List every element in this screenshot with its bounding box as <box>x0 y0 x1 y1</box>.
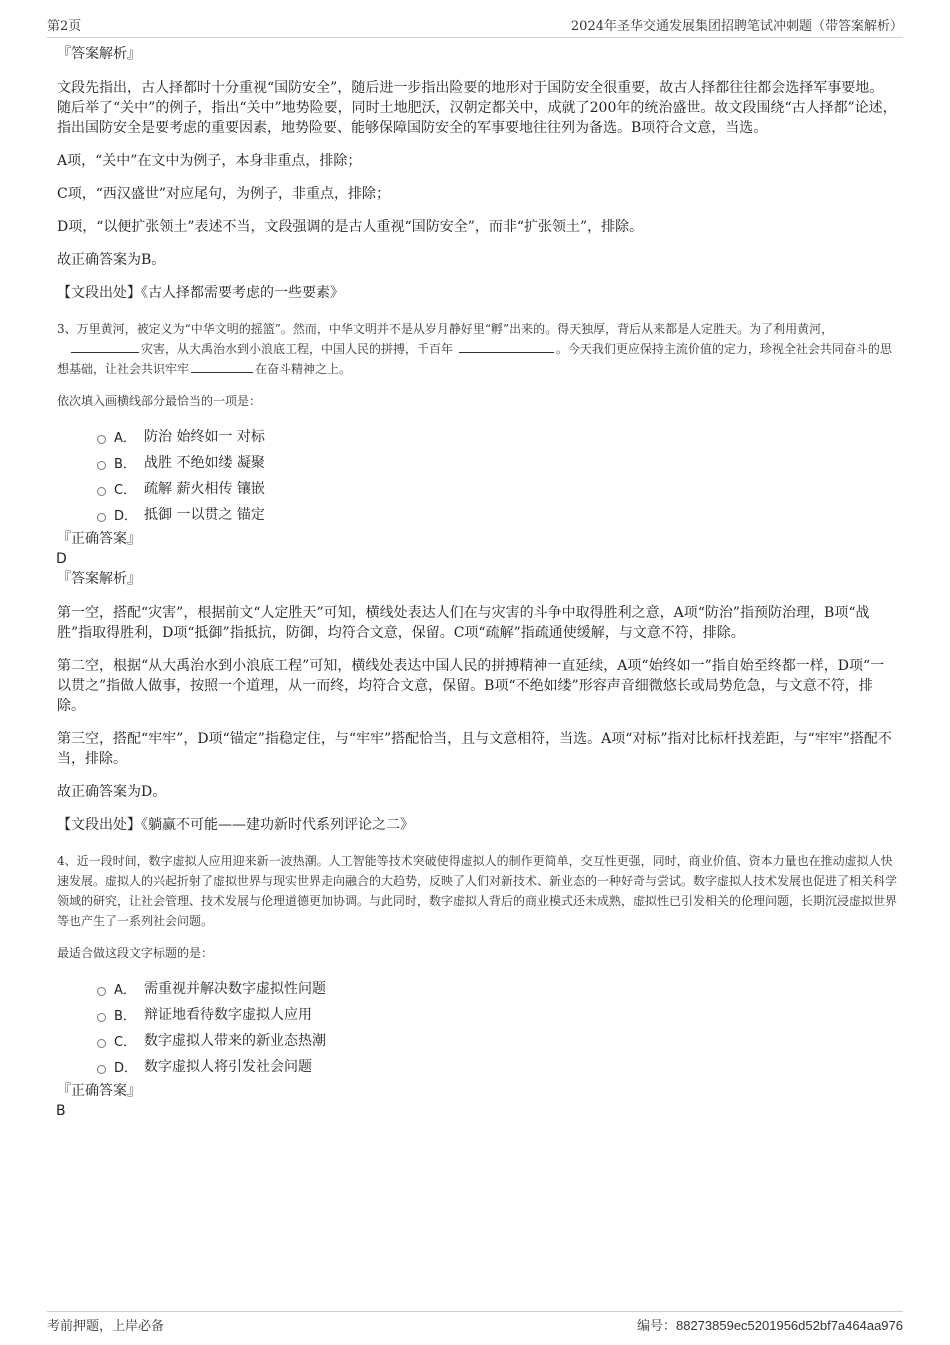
option-c[interactable]: C． 疏解 薪火相传 镶嵌 <box>57 475 897 501</box>
analysis-paragraph: 第一空，搭配“灾害”，根据前文“人定胜天”可知，横线处表达人们在与灾害的斗争中取得胜利之意，A项“防治”指预防治理，B项“战胜”指取得胜利，D项“抵御”指抵抗，防御，均符合文意，保留。C项“疏解”指疏通使缓解，与文意不符，排除。 <box>57 605 870 641</box>
analysis-paragraph: 第二空，根据“从大禹治水到小浪底工程”可知，横线处表达中国人民的拼搏精神一直延续，A项“始终如一”指自始至终都一样，D项“一以贯之”指做人做事，按照一个道理，从一而终，均符合文意，保留。B项“不绝如缕”形容声音细微悠长或局势危急，与文意不符，排除。 <box>57 658 885 714</box>
options-list <box>57 975 897 1079</box>
fill-blank <box>191 360 253 373</box>
passage-source: 【文段出处】《古人择都需要考虑的一些要素》 <box>57 285 344 301</box>
page-content <box>57 44 897 1121</box>
radio-icon[interactable] <box>97 461 106 470</box>
footer-slogan: 考前押题，上岸必备 <box>47 1319 165 1334</box>
option-a[interactable]: A． 防治 始终如一 对标 <box>57 423 897 449</box>
document-title: 2024年圣华交通发展集团招聘笔试冲刺题（带答案解析） <box>570 19 903 34</box>
option-b[interactable]: B． 战胜 不绝如缕 凝聚 <box>57 449 897 475</box>
radio-icon[interactable] <box>97 513 106 522</box>
analysis-paragraph: D项，“以便扩张领土”表述不当，文段强调的是古人重视“国防安全”，而非“扩张领土”，排除。 <box>57 219 644 235</box>
option-d[interactable]: D． 抵御 一以贯之 锚定 <box>57 501 897 527</box>
radio-icon[interactable] <box>97 1065 106 1074</box>
radio-icon[interactable] <box>97 1039 106 1048</box>
correct-answer-label: 『正确答案』 <box>57 531 141 547</box>
radio-icon[interactable] <box>97 435 106 444</box>
analysis-label: 『答案解析』 <box>57 46 141 62</box>
answer-conclusion: 故正确答案为B。 <box>57 252 166 268</box>
analysis-paragraph: 文段先指出，古人择都时十分重视“国防安全”，随后进一步指出险要的地形对于国防安全很重要，故古人择都往往都会选择军事要地。随后举了“关中”的例子，指出“关中”地势险要，同时土地肥沃，汉朝定都关中，成就了200年的统治盛世。故文段围绕“古人择都”论述，指出国防安全是要考虑的重要因素，地势险要、能够保障国防安全的军事要地往往列为备选。B项符合文意，当选。 <box>57 80 897 136</box>
answer-conclusion: 故正确答案为D。 <box>57 784 167 800</box>
option-b[interactable]: B． 辩证地看待数字虚拟人应用 <box>57 1001 897 1027</box>
options-list <box>57 423 897 527</box>
radio-icon[interactable] <box>97 487 106 496</box>
document-code: 编号：88273859ec5201956d52bf7a464aa976 <box>636 1318 903 1334</box>
correct-answer: D <box>56 551 67 567</box>
analysis-paragraph: A项，“关中”在文中为例子，本身非重点，排除； <box>57 153 362 169</box>
fill-blank <box>71 340 139 353</box>
page-number: 第2页 <box>47 19 82 34</box>
correct-answer-label: 『正确答案』 <box>57 1083 141 1099</box>
option-d[interactable]: D． 数字虚拟人将引发社会问题 <box>57 1053 897 1079</box>
option-c[interactable]: C． 数字虚拟人带来的新业态热潮 <box>57 1027 897 1053</box>
page-header <box>47 14 903 38</box>
radio-icon[interactable] <box>97 1013 106 1022</box>
correct-answer: B <box>56 1103 66 1119</box>
question-prompt: 最适合做这段文字标题的是： <box>57 946 214 960</box>
fill-blank <box>459 340 554 353</box>
question-3-text: 3、万里黄河，被定义为“中华文明的摇篮”。然而，中华文明并不是从岁月静好里“孵”出来的。得天独厚，背后从来都是人定胜天。为了利用黄河，灾害，从大禹治水到小浪底工程，中国人民的拼搏，千百年 。今天我们更应保持主流价值的定力，珍视全社会共同奋斗的思想基础，让社会共识牢牢 在奋斗精神之上。 <box>57 322 892 376</box>
analysis-label: 『答案解析』 <box>57 571 141 587</box>
passage-source: 【文段出处】《躺赢不可能——建功新时代系列评论之二》 <box>57 817 414 833</box>
page-footer <box>47 1311 903 1334</box>
analysis-paragraph: 第三空，搭配“牢牢”，D项“锚定”指稳定住，与“牢牢”搭配恰当，且与文意相符，当选。A项“对标”指对比标杆找差距，与“牢牢”搭配不当，排除。 <box>57 731 892 767</box>
option-a[interactable]: A． 需重视并解决数字虚拟性问题 <box>57 975 897 1001</box>
question-4-text: 4、近一段时间，数字虚拟人应用迎来新一波热潮。人工智能等技术突破使得虚拟人的制作更简单，交互性更强，同时，商业价值、资本力量也在推动虚拟人快速发展。虚拟人的兴起折射了虚拟世界与现实世界走向融合的大趋势，反映了人们对新技术、新业态的一种好奇与尝试。数字虚拟人技术发展也促进了相关科学领域的研究，让社会管理、技术发展与伦理道德更加协调。与此同时，数字虚拟人背后的商业模式还未成熟，虚拟性已引发相关的伦理问题，长期沉浸虚拟世界等也产生了一系列社会问题。 <box>57 854 898 928</box>
radio-icon[interactable] <box>97 987 106 996</box>
question-prompt: 依次填入画横线部分最恰当的一项是： <box>57 394 262 408</box>
analysis-paragraph: C项，“西汉盛世”对应尾句，为例子，非重点，排除； <box>57 186 391 202</box>
